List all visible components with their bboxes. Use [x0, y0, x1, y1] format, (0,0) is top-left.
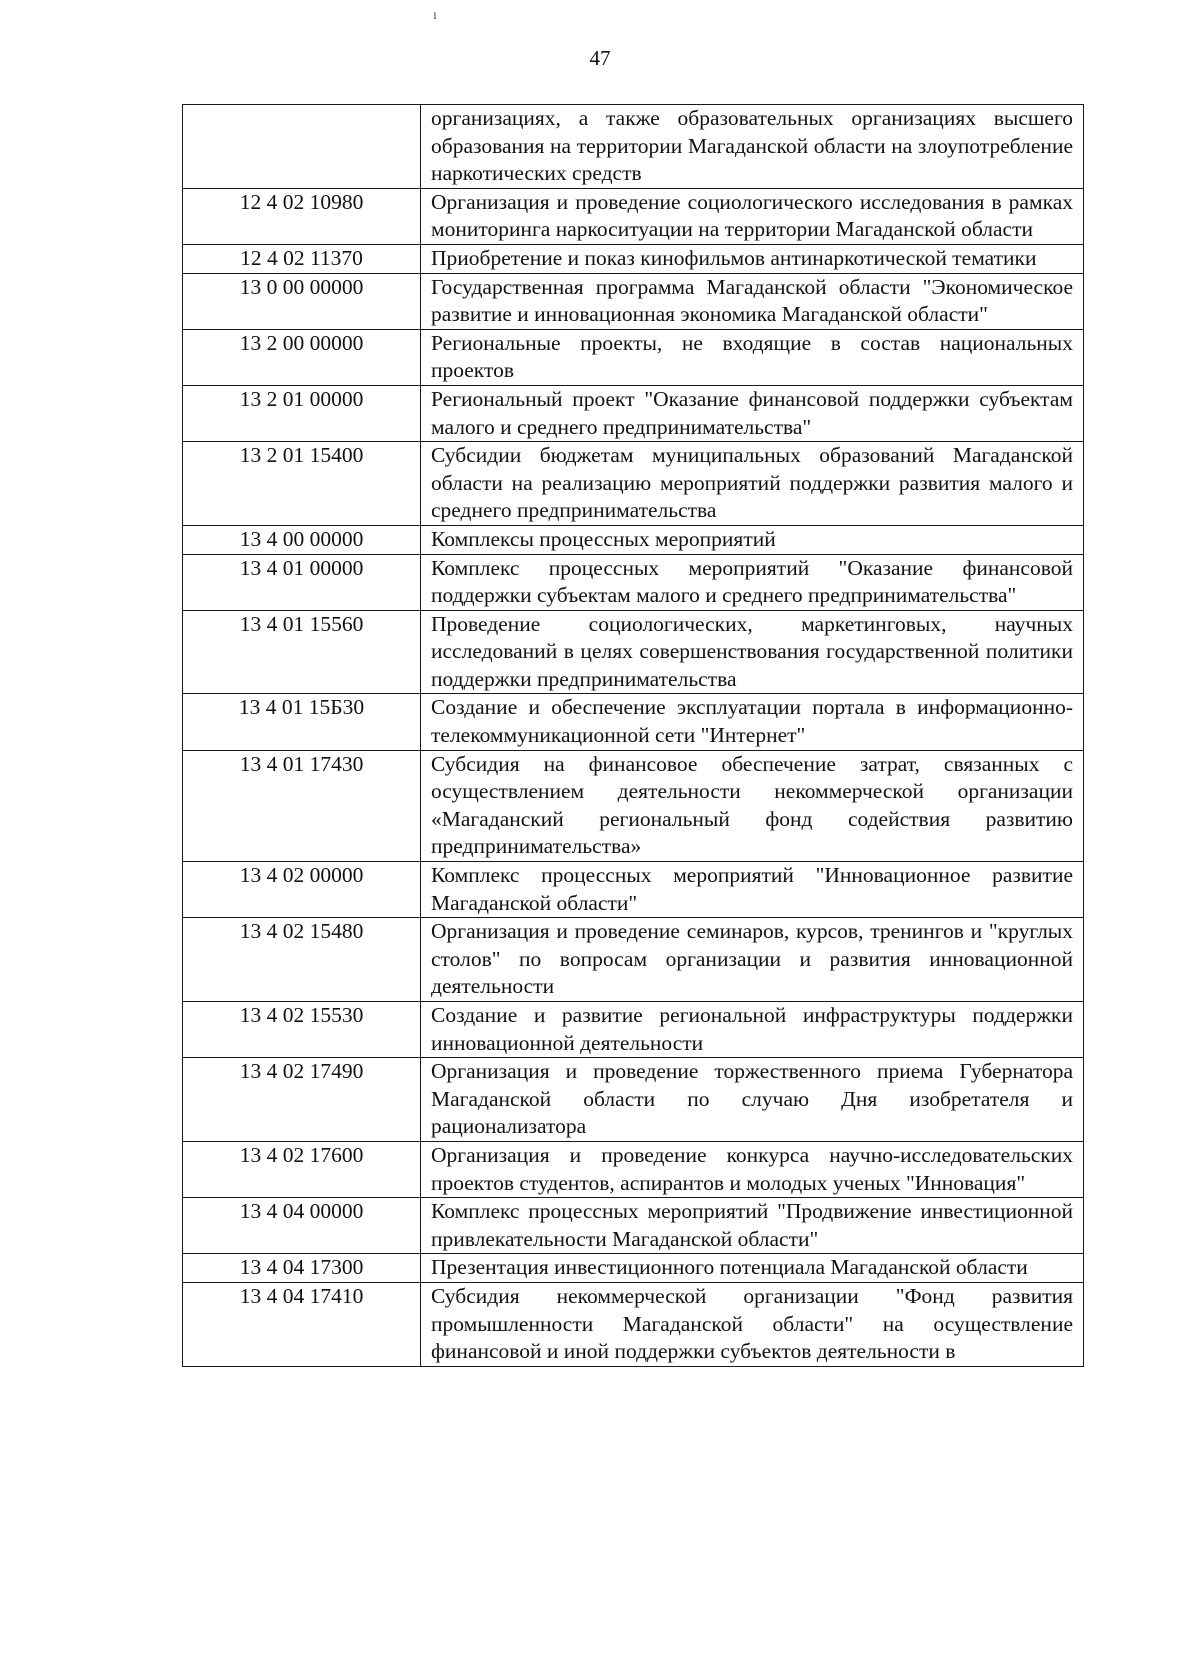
description-cell: Региональные проекты, не входящие в состав национальных проектов — [421, 329, 1084, 385]
budget-code-cell: 13 4 02 15480 — [183, 918, 421, 1002]
table-row — [183, 610, 1084, 694]
table-row — [183, 694, 1084, 750]
description-cell: Проведение социологических, маркетинговых, научных исследований в целях совершенствования государственной политики поддержки предпринимательства — [421, 610, 1084, 694]
budget-code-cell: 13 4 01 00000 — [183, 554, 421, 610]
budget-code-cell: 13 0 00 00000 — [183, 273, 421, 329]
table-row — [183, 1058, 1084, 1142]
table-row — [183, 244, 1084, 273]
budget-code-cell: 13 4 01 17430 — [183, 750, 421, 861]
table-body — [183, 105, 1084, 1367]
budget-code-cell: 13 4 02 17600 — [183, 1141, 421, 1197]
description-cell: Организация и проведение социологического исследования в рамках мониторинга наркоситуации на территории Магаданской области — [421, 188, 1084, 244]
description-cell: Комплекс процессных мероприятий "Продвижение инвестиционной привлекательности Магаданской области" — [421, 1198, 1084, 1254]
table-row — [183, 329, 1084, 385]
budget-code-cell: 13 2 00 00000 — [183, 329, 421, 385]
description-cell: организациях, а также образовательных организациях высшего образования на территории Магаданской области на злоупотребление наркотических средств — [421, 105, 1084, 189]
budget-code-cell: 13 4 04 17410 — [183, 1282, 421, 1366]
table-row — [183, 1282, 1084, 1366]
description-cell: Организация и проведение торжественного приема Губернатора Магаданской области по случаю Дня изобретателя и рационализатора — [421, 1058, 1084, 1142]
table-row — [183, 105, 1084, 189]
budget-code-table — [182, 104, 1084, 1367]
description-cell: Комплексы процессных мероприятий — [421, 525, 1084, 554]
budget-code-cell — [183, 105, 421, 189]
description-cell: Презентация инвестиционного потенциала Магаданской области — [421, 1254, 1084, 1283]
table-row — [183, 554, 1084, 610]
table-row — [183, 385, 1084, 441]
table-row — [183, 862, 1084, 918]
table-row — [183, 1141, 1084, 1197]
table-row — [183, 525, 1084, 554]
description-cell: Комплекс процессных мероприятий "Инновационное развитие Магаданской области" — [421, 862, 1084, 918]
scan-speck: ı — [433, 8, 437, 23]
budget-code-cell: 12 4 02 10980 — [183, 188, 421, 244]
budget-code-cell: 13 2 01 15400 — [183, 442, 421, 526]
budget-code-cell: 13 4 02 17490 — [183, 1058, 421, 1142]
table-row — [183, 273, 1084, 329]
budget-code-cell: 13 4 04 17300 — [183, 1254, 421, 1283]
table-row — [183, 750, 1084, 861]
description-cell: Субсидия на финансовое обеспечение затрат, связанных с осуществлением деятельности некоммерческой организации «Магаданский региональный фонд содействия развитию предпринимательства» — [421, 750, 1084, 861]
description-cell: Создание и развитие региональной инфраструктуры поддержки инновационной деятельности — [421, 1002, 1084, 1058]
budget-code-cell: 13 4 02 15530 — [183, 1002, 421, 1058]
table-row — [183, 1002, 1084, 1058]
budget-code-cell: 13 4 01 15560 — [183, 610, 421, 694]
table-row — [183, 188, 1084, 244]
budget-code-cell: 13 4 04 00000 — [183, 1198, 421, 1254]
table-row — [183, 442, 1084, 526]
description-cell: Организация и проведение конкурса научно-исследовательских проектов студентов, аспирантов и молодых ученых "Инновация" — [421, 1141, 1084, 1197]
page-number: 47 — [589, 46, 611, 70]
description-cell: Субсидии бюджетам муниципальных образований Магаданской области на реализацию мероприятий поддержки развития малого и среднего предпринимательства — [421, 442, 1084, 526]
description-cell: Комплекс процессных мероприятий "Оказание финансовой поддержки субъектам малого и среднего предпринимательства" — [421, 554, 1084, 610]
description-cell: Приобретение и показ кинофильмов антинаркотической тематики — [421, 244, 1084, 273]
description-cell: Субсидия некоммерческой организации "Фонд развития промышленности Магаданской области" на осуществление финансовой и иной поддержки субъектов деятельности в — [421, 1282, 1084, 1366]
budget-code-cell: 13 4 01 15Б30 — [183, 694, 421, 750]
description-cell: Региональный проект "Оказание финансовой поддержки субъектам малого и среднего предпринимательства" — [421, 385, 1084, 441]
table-row — [183, 1254, 1084, 1283]
budget-code-cell: 13 2 01 00000 — [183, 385, 421, 441]
description-cell: Создание и обеспечение эксплуатации портала в информационно-телекоммуникационной сети "Интернет" — [421, 694, 1084, 750]
table-row — [183, 918, 1084, 1002]
description-cell: Государственная программа Магаданской области "Экономическое развитие и инновационная экономика Магаданской области" — [421, 273, 1084, 329]
budget-code-cell: 13 4 00 00000 — [183, 525, 421, 554]
table-row — [183, 1198, 1084, 1254]
budget-code-cell: 13 4 02 00000 — [183, 862, 421, 918]
budget-code-cell: 12 4 02 11370 — [183, 244, 421, 273]
description-cell: Организация и проведение семинаров, курсов, тренингов и "круглых столов" по вопросам организации и развития инновационной деятельности — [421, 918, 1084, 1002]
